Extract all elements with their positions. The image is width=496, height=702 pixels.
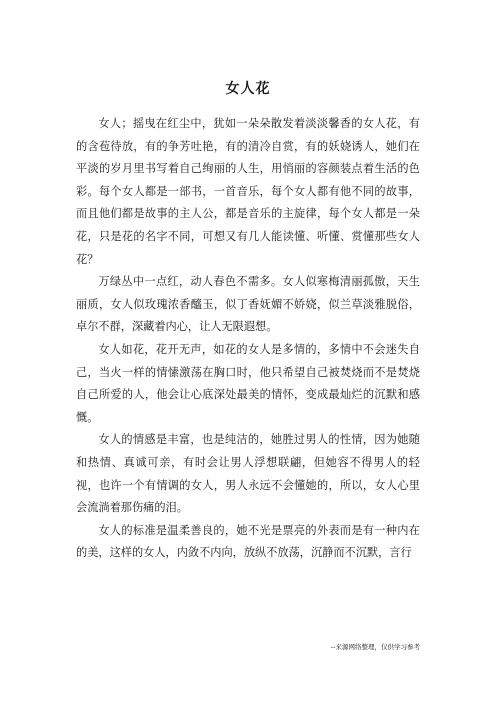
source-footer: --来源网络整理，仅供学习参考 — [330, 643, 420, 651]
paragraph-3: 女人如花，花开无声，如花的女人是多情的，多情中不会迷失自己，当火一样的情愫激荡在胸口时，他只希望自己被焚烧而不是焚烧自己所爱的人，他会让心底深处最美的情怀，变成最灿烂的沉默和感慨。 — [76, 342, 420, 424]
document-title: 女人花 — [225, 81, 271, 97]
paragraph-1: 女人；摇曳在红尘中，犹如一朵朵散发着淡淡馨香的女人花，有的含苞待放，有的争芳吐艳，有的清冷自赏，有的妖娆诱人，她们在平淡的岁月里书写着自己绚丽的人生，用悄丽的容颜装点着生活的色彩。每个女人都是一部书，一首音乐，每个女人都有他不同的故事，而且他们都是故事的主人公，都是音乐的主旋律，每个女人都是一朵花，只是花的名字不同，可想又有几人能读懂、听懂、赏懂那些女人花？ — [76, 117, 420, 266]
paragraph-5: 女人的标准是温柔善良的，她不光是票亮的外表而是有一种内在的美，这样的女人，内敛不内向，放纵不放荡，沉静而不沉默，言行 — [76, 523, 420, 560]
paragraph-2: 万绿丛中一点红，动人春色不需多。女人似寒梅清丽孤傲，天生丽质，女人似玫瑰浓香醯玉，似丁香妩媚不娇娆，似兰草淡雅脱俗，卓尔不群，深藏着内心，让人无限遐想。 — [76, 275, 420, 334]
document-body — [76, 113, 420, 565]
paragraph-4: 女人的情感是丰富，也是纯洁的，她胜过男人的性情，因为她随和热情、真诚可亲，有时会让男人浮想联翩，但她容不得男人的轻视，也许一个有情调的女人，男人永远不会懂她的，所以，女人心里会流淌着那伤痛的泪。 — [76, 433, 420, 515]
